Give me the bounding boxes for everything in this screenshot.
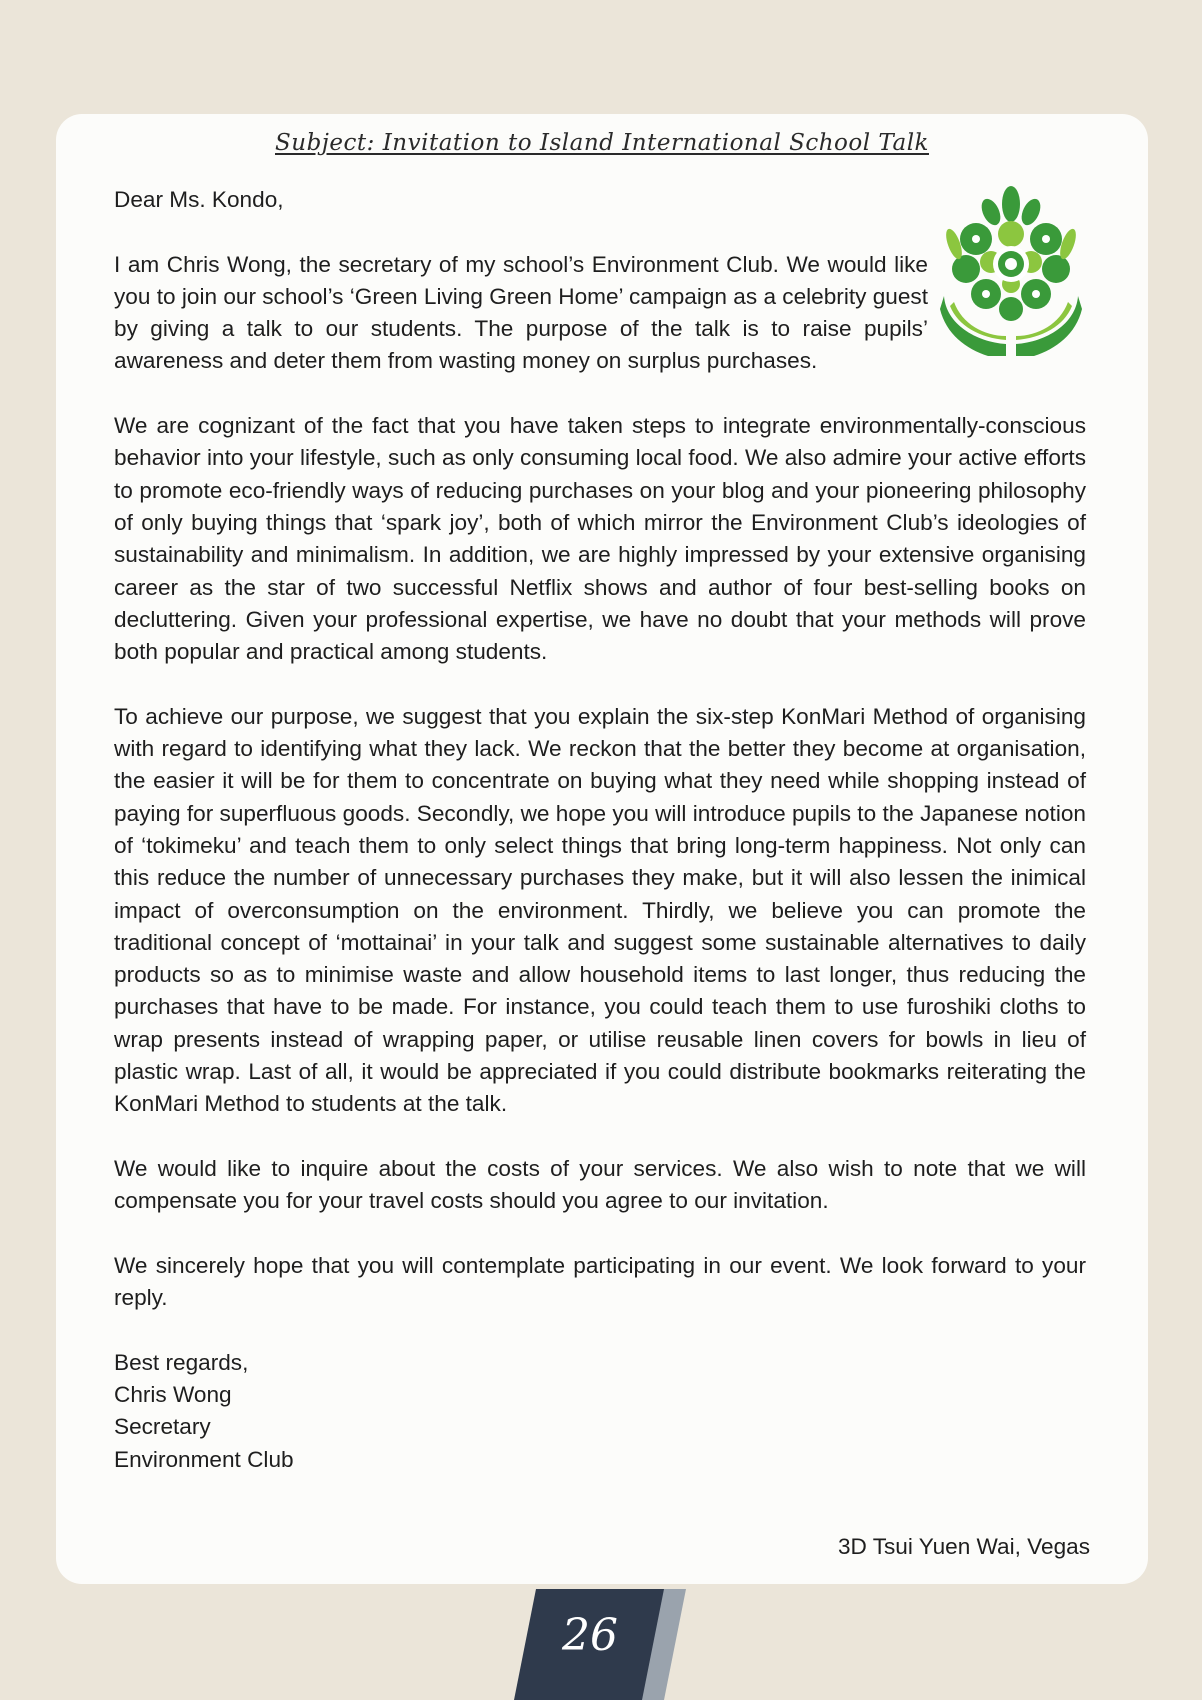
letter-paragraph-5: We sincerely hope that you will contemplate participating in our event. We look forward to your reply. [114,1252,1086,1311]
page-number: 26 [562,1610,618,1661]
author-credit: 3D Tsui Yuen Wai, Vegas [837,1534,1090,1559]
letter-card [56,114,1148,1584]
letter-greeting: Dear Ms. Kondo, [114,187,284,212]
signer-name: Chris Wong [114,1381,232,1407]
letter-body [114,184,1086,1476]
signer-organization: Environment Club [114,1446,294,1472]
letter-closing: Best regards, [114,1349,249,1375]
signer-title: Secretary [114,1414,211,1440]
letter-signoff [114,1347,1086,1476]
letter-paragraph-2: We are cognizant of the fact that you have taken steps to integrate environmentally-conscious behavior into your lifestyle, such as only consuming local food. We also admire your active efforts to promote eco-friendly ways of reducing purchases on your blog and your pioneering philosophy of only buying things that ‘spark joy’, both of which mirror the Environment Club’s ideologies of sustainability and minimalism. In addition, we are highly impressed by your extensive organising career as the star of two successful Netflix shows and author of four best-selling books on decluttering. Given your professional expertise, we have no doubt that your methods will prove both popular and practical among students. [114,413,1086,665]
letter-subject: Subject: Invitation to Island International School Talk [275,130,929,156]
letter-paragraph-3: To achieve our purpose, we suggest that you explain the six-step KonMari Method of organising with regard to identifying what they lack. We reckon that the better they become at organisation, the easier it will be for them to concentrate on buying what they need while shopping instead of paying for superfluous goods. Secondly, we hope you will introduce pupils to the Japanese notion of ‘tokimeku’ and teach them to only select things that bring long-term happiness. Not only can this reduce the number of unnecessary purchases they make, but it will also lessen the inimical impact of overconsumption on the environment. Thirdly, we believe you can promote the traditional concept of ‘mottainai’ in your talk and suggest some sustainable alternatives to daily products so as to minimise waste and allow household items to last longer, thus reducing the purchases that have to be made. For instance, you could teach them to use furoshiki cloths to wrap presents instead of wrapping paper, or utilise reusable linen covers for bowls in lieu of plastic wrap. Last of all, it would be appreciated if you could distribute bookmarks reiterating the KonMari Method to students at the talk. [114,703,1086,1117]
green-hands-vegetables-logo [936,184,1086,359]
letter-paragraph-1: I am Chris Wong, the secretary of my school’s Environment Club. We would like you to join our school’s ‘Green Living Green Home’ campaign as a celebrity guest by giving a talk to our students. The purpose of the talk is to raise pupils’ awareness and deter them from wasting money on surplus purchases. [114,251,928,374]
letter-paragraph-4: We would like to inquire about the costs of your services. We also wish to note that we will compensate you for your travel costs should you agree to our invitation. [114,1155,1086,1214]
